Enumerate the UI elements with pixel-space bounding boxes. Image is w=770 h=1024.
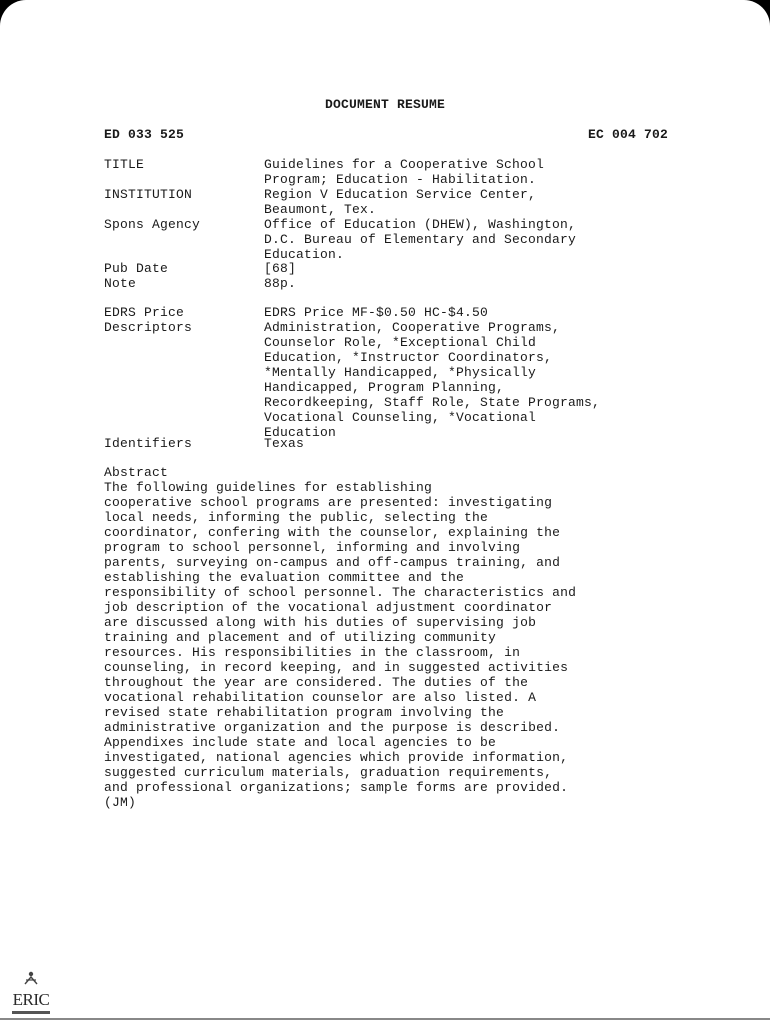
- eric-logo: [12, 971, 50, 1014]
- descriptors-label: Descriptors: [104, 320, 193, 335]
- abstract-label: Abstract: [104, 465, 169, 480]
- eric-figure-icon: [12, 971, 50, 985]
- note-label: Note: [104, 276, 137, 291]
- ed-number: ED 033 525: [104, 127, 185, 142]
- ec-number: EC 004 702: [587, 127, 668, 142]
- identifiers-value: Texas: [264, 436, 305, 451]
- edrs-price-value: EDRS Price MF-$0.50 HC-$4.50: [264, 305, 489, 320]
- abstract-text: The following guidelines for establishing cooperative school programs are presented: investigating local needs, informing the public, selecting the coordinator, confering with the counselor, explaining the program to school personnel, informing and involving parents, surveying on-campus and off-campus training, and establishing the evaluation committee and the responsibility of school personnel. The characteristics and job description of the vocational adjustment coordinator are discussed along with his duties of supervising job training and placement and of utilizing community resources. His responsibilities in the classroom, in counseling, in record keeping, and in suggested activities throughout the year are considered. The duties of the vocational rehabilitation counselor are also listed. A revised state rehabilitation program involving the administrative organization and the purpose is described. Appendixes include state and local agencies to be investigated, national agencies which provide information, suggested curriculum materials, graduation requirements, and professional organizations; sample forms are provided. (JM): [104, 480, 577, 810]
- pub-date-value: [68]: [264, 261, 297, 276]
- spons-agency-value: Office of Education (DHEW), Washington, D.C. Bureau of Elementary and Secondary Education.: [264, 217, 577, 262]
- spons-agency-label: Spons Agency: [104, 217, 201, 232]
- pub-date-label: Pub Date: [104, 261, 169, 276]
- eric-logo-bar: [12, 1011, 50, 1014]
- eric-logo-text: ERIC: [12, 990, 50, 1009]
- bottom-rule: [0, 1018, 770, 1020]
- title-label: TITLE: [104, 157, 145, 172]
- document-heading: DOCUMENT RESUME: [324, 97, 446, 112]
- title-value: Guidelines for a Cooperative School Program; Education - Habilitation.: [264, 157, 545, 187]
- descriptors-value: Administration, Cooperative Programs, Counselor Role, *Exceptional Child Education, *Instructor Coordinators, *Mentally Handicapped, *Physically Handicapped, Program Planning, Recordkeeping, Staff Role, State Programs, Vocational Counseling, *Vocational Education: [264, 320, 601, 440]
- edrs-price-label: EDRS Price: [104, 305, 185, 320]
- identifiers-label: Identifiers: [104, 436, 193, 451]
- note-value: 88p.: [264, 276, 297, 291]
- institution-label: INSTITUTION: [104, 187, 193, 202]
- institution-value: Region V Education Service Center, Beaumont, Tex.: [264, 187, 537, 217]
